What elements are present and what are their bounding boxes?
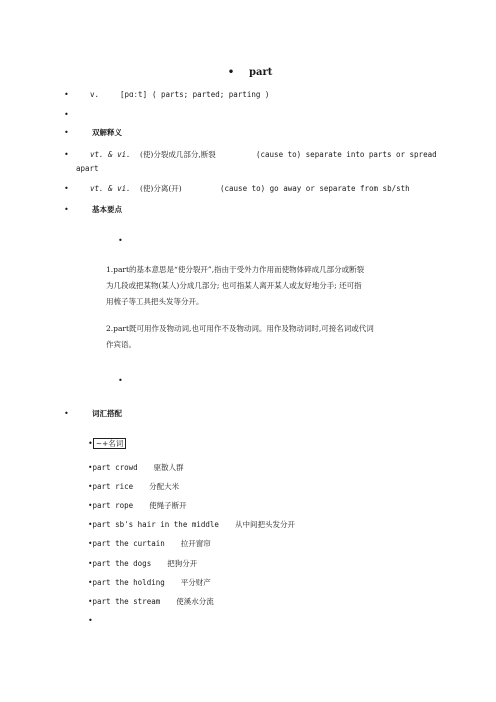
collocation-item: •part the curtain 拉开窗帘 [88,539,211,548]
keypoints-paragraph-1 [106,262,432,310]
def1-en: (cause to) separate into parts or spread [256,150,437,159]
keypoints-inner-bullet-top: • [118,236,123,245]
collocation-en: part the dogs [92,559,152,568]
def1-bullet: • [64,150,69,159]
collocation-en: part the stream [92,597,161,606]
para2-line-2: 作宾语。 [106,340,136,349]
subheading-label: ~+名词 [93,438,127,449]
collocation-zh: 驱散人群 [153,463,184,472]
collocation-en: part crowd [92,463,138,472]
collocation-zh: 分配大米 [149,482,180,491]
part-of-speech: v. [90,90,100,99]
pronunciation: [pɑːt] [120,90,148,99]
collocation-en: part rice [92,482,134,491]
pos-bullet: • [64,90,69,99]
collocation-zh: 把狗分开 [167,559,198,568]
collocation-en: part rope [92,501,134,510]
collocation-item: •part crowd 驱散人群 [88,463,184,472]
collocation-item: •part rope 使绳子断开 [88,501,187,510]
collocation-en: part sb's hair in the middle [92,520,219,529]
para1-line-3: 用梳子等工具把头发等分开。 [106,297,204,306]
keypoints-bullet: • [64,205,69,214]
inflected-forms: ( parts; parted; parting ) [152,90,270,99]
collocation-item: •part the dogs 把狗分开 [88,559,198,568]
collocation-zh: 使溪水分流 [176,597,214,606]
collocation-item: •part sb's hair in the middle 从中间把头发分开 [88,520,295,529]
bilingual-heading: 双解释义 [92,128,122,137]
def1-en-cont: apart [76,164,99,173]
collocation-zh: 拉开窗帘 [180,539,211,548]
keypoints-heading: 基本要点 [92,205,122,214]
collocation-en: part the curtain [92,539,165,548]
collocation-zh: 平分财产 [180,578,211,587]
headword-bullet: • [228,67,235,78]
para1-line-2: 为几段或把某物(某人)分成几部分; 也可指某人离开某人或友好地分手; 还可指 [106,281,362,290]
collocation-zh: 从中间把头发分开 [234,520,295,529]
def1-pos: vt. & vi. [90,150,131,159]
collocations-bullet: • [64,409,69,418]
collocation-zh: 使绳子断开 [149,501,187,510]
collocation-item: •part rice 分配大米 [88,482,180,491]
collocations-subheading: • ~+名词 [88,438,126,449]
def2-en: (cause to) go away or separate from sb/sth [220,184,410,193]
para1-line-1: 1.part的基本意思是“使分裂开”,指由于受外力作用而使物体碎成几部分或断裂 [106,265,365,274]
def1-zh: (使)分裂成几部分,断裂 [140,150,216,159]
headword: part [249,67,273,78]
collocation-item: •part the holding 平分财产 [88,578,211,587]
para2-line-1: 2.part既可用作及物动词,也可用作不及物动词。用作及物动词时,可接名词或代词 [106,324,374,333]
keypoints-paragraph-2 [106,321,432,353]
collocation-item: •part the stream 使溪水分流 [88,597,214,606]
def2-zh: (使)分离(开) [140,184,182,193]
def2-pos: vt. & vi. [90,184,131,193]
collocations-trailing-bullet: • [88,616,93,625]
collocation-en: part the holding [92,578,165,587]
collocations-heading: 词汇搭配 [92,409,122,418]
keypoints-inner-bullet-bottom: • [118,376,123,385]
def2-bullet: • [64,184,69,193]
bilingual-bullet: • [64,128,69,137]
empty-bullet: • [64,110,69,119]
